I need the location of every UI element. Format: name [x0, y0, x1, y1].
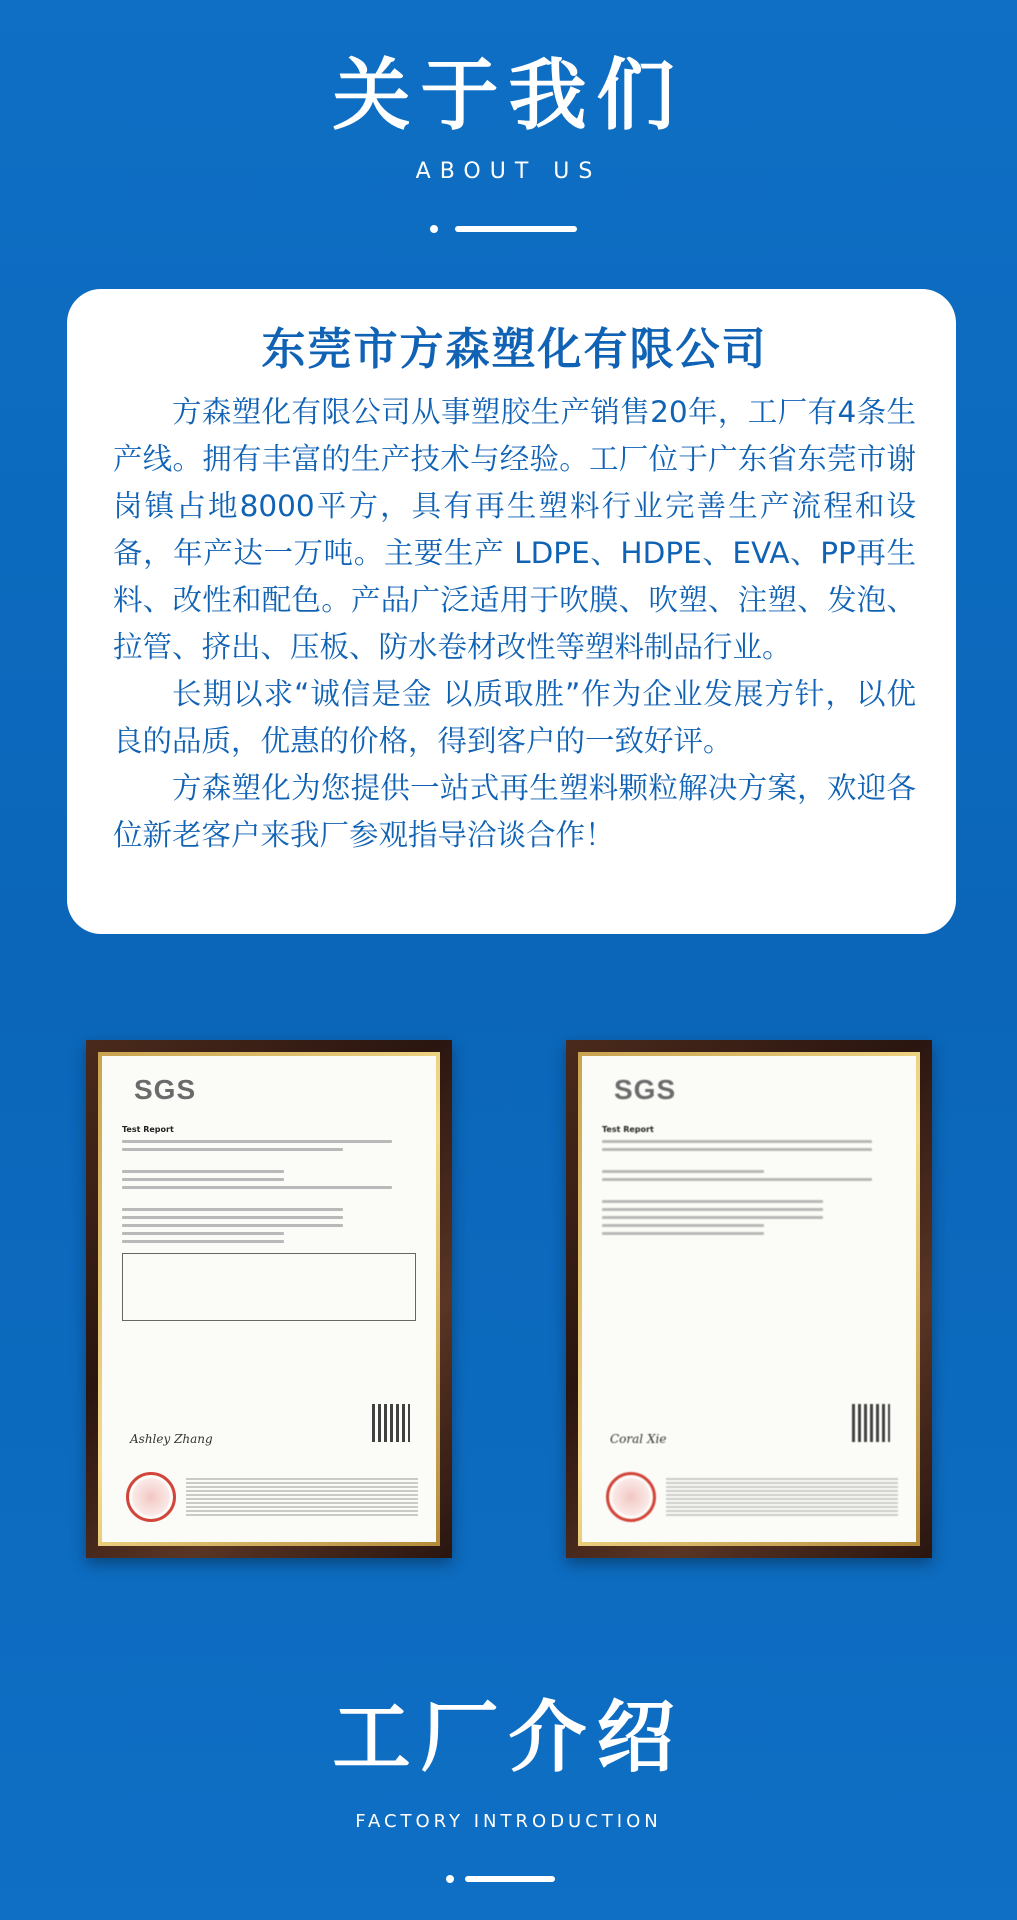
divider-bar — [465, 1876, 555, 1882]
certificate-text-line — [602, 1170, 764, 1173]
company-card — [67, 289, 956, 934]
certificate-fine-print — [666, 1478, 898, 1518]
about-subtitle: ABOUT US — [415, 159, 602, 184]
divider-bar — [455, 226, 577, 232]
about-title: 关于我们 — [332, 51, 685, 141]
intro-paragraph: 长期以求“诚信是金 以质取胜”作为企业发展方针，以优良的品质，优惠的价格，得到客户的一致好评。 — [113, 677, 916, 758]
about-divider — [0, 224, 1017, 234]
certificate-text-line — [602, 1140, 872, 1143]
certificate-text-line — [602, 1232, 764, 1235]
certificate-text-line — [122, 1140, 392, 1143]
divider-dot — [430, 225, 438, 233]
certificate-fine-print — [186, 1478, 418, 1518]
certificate-text-line — [122, 1216, 343, 1219]
sgs-logo: SGS — [134, 1074, 197, 1105]
certificate-document — [582, 1056, 916, 1542]
company-intro — [113, 389, 916, 859]
certificate-frame-right — [566, 1040, 932, 1558]
certificate-signature: Ashley Zhang — [130, 1432, 213, 1446]
certificate-text-line — [122, 1224, 343, 1227]
certificate-text-line — [602, 1200, 823, 1203]
certificate-text-line — [122, 1240, 284, 1243]
factory-divider — [0, 1874, 1017, 1884]
certificate-text-line — [602, 1208, 823, 1211]
qr-code-icon — [852, 1404, 890, 1442]
certificate-text-line — [122, 1178, 284, 1181]
certificate-heading: Test Report — [122, 1125, 174, 1134]
about-header — [0, 48, 1017, 234]
certificate-heading: Test Report — [602, 1125, 654, 1134]
factory-header — [0, 1690, 1017, 1884]
certificate-frame-gilt — [578, 1052, 920, 1546]
company-name: 东莞市方森塑化有限公司 — [261, 324, 768, 375]
certificate-frame-left — [86, 1040, 452, 1558]
certificate-frame-gilt — [98, 1052, 440, 1546]
qr-code-icon — [372, 1404, 410, 1442]
official-seal-icon — [126, 1472, 176, 1522]
factory-title: 工厂介绍 — [332, 1693, 685, 1783]
factory-subtitle: FACTORY INTRODUCTION — [355, 1811, 662, 1832]
certificate-result-table — [122, 1253, 416, 1321]
certificate-text-line — [122, 1208, 343, 1211]
intro-paragraph: 方森塑化为您提供一站式再生塑料颗粒解决方案，欢迎各位新老客户来我厂参观指导洽谈合作！ — [113, 771, 916, 852]
certificate-text-line — [122, 1232, 284, 1235]
certificate-signature: Coral Xie — [610, 1432, 667, 1446]
official-seal-icon — [606, 1472, 656, 1522]
certificate-document — [102, 1056, 436, 1542]
certificate-text-line — [602, 1224, 764, 1227]
intro-paragraph: 方森塑化有限公司从事塑胶生产销售20年，工厂有4条生产线。拥有丰富的生产技术与经验。工厂位于广东省东莞市谢岗镇占地8000平方，具有再生塑料行业完善生产流程和设备，年产达一万吨。主要生产 LDPE、HDPE、EVA、PP再生料、改性和配色。产品广泛适用于吹膜、吹塑、注塑、发泡、拉管、挤出、压板、防水卷材改性等塑料制品行业。 — [113, 395, 916, 664]
certificate-text-line — [602, 1216, 823, 1219]
divider-dot — [446, 1875, 454, 1883]
certificate-text-line — [122, 1170, 284, 1173]
sgs-logo: SGS — [614, 1074, 677, 1105]
